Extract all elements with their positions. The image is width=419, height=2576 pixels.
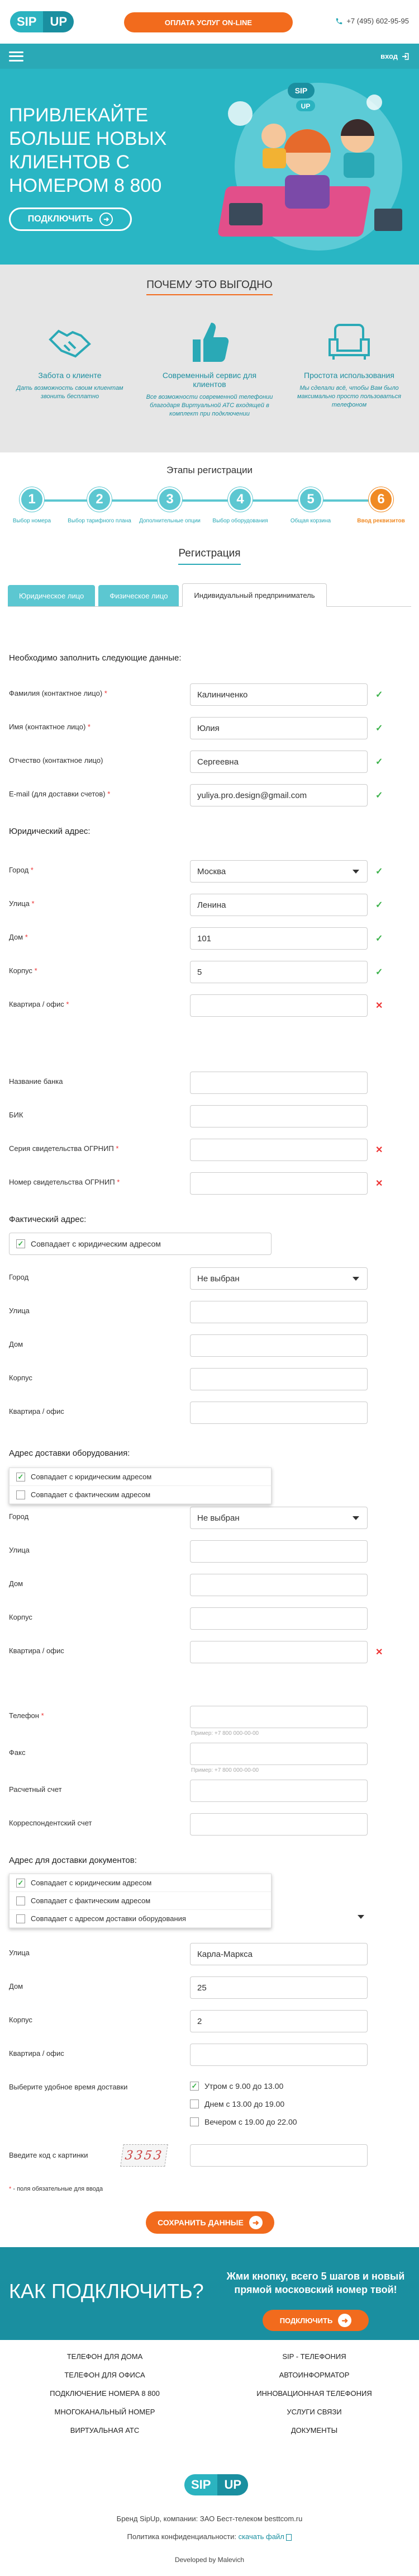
login-label: вход	[380, 52, 398, 60]
actual-building-input[interactable]	[190, 1368, 368, 1390]
docs-option-delivery[interactable]: Совпадает с адресом доставки оборудования	[9, 1910, 271, 1928]
login-button[interactable]	[380, 52, 410, 61]
check-icon: ✓	[375, 968, 383, 977]
checkbox-icon	[16, 1490, 25, 1499]
arrow-right-icon: ➜	[338, 2314, 351, 2327]
benefit-service-text: Все возможности современной телефонии благодаря Виртуальной АТС входящей в комплект при подключении	[146, 394, 273, 417]
cta-heading: КАК ПОДКЛЮЧИТЬ?	[9, 2280, 204, 2303]
steps-title: Этапы регистрации	[166, 465, 253, 475]
city-label: Город *	[9, 866, 34, 874]
docs-street-input[interactable]: Карла-Маркса	[190, 1943, 368, 1965]
benefit-service	[145, 318, 274, 418]
check-icon: ✓	[375, 757, 383, 767]
delivery-street-input[interactable]	[190, 1540, 368, 1563]
check-icon: ✓	[375, 900, 383, 910]
step-5[interactable]: 5 Общая корзина	[277, 487, 344, 525]
ogrnip-series-input[interactable]	[190, 1139, 368, 1161]
logo-up-part: UP	[43, 11, 74, 32]
hero-connect-label: ПОДКЛЮЧИТЬ	[27, 214, 93, 224]
check-icon: ✓	[375, 791, 383, 800]
nav-bar	[0, 44, 419, 69]
docs-building-input[interactable]: 2	[190, 2010, 368, 2032]
checkbox-icon	[190, 2117, 199, 2126]
step-3[interactable]: 3 Дополнительные опции	[136, 487, 203, 525]
actual-house-label: Дом	[9, 1340, 23, 1348]
footer-link-multichannel[interactable]: МНОГОКАНАЛЬНЫЙ НОМЕР	[54, 2408, 155, 2416]
art-logo-sip: SIP	[294, 86, 308, 95]
hero-banner	[0, 69, 419, 265]
docs-house-label: Дом	[9, 1982, 23, 1990]
online-payment-button[interactable]: ОПЛАТА УСЛУГ ON-LINE	[124, 12, 293, 32]
street-input[interactable]: Ленина	[190, 894, 368, 916]
tab-legal-entity[interactable]: Юридическое лицо	[8, 585, 95, 606]
time-option-evening[interactable]: Вечером с 19.00 до 22.00	[190, 2117, 297, 2126]
arrow-right-icon: ➜	[249, 2216, 263, 2229]
delivery-street-label: Улица	[9, 1546, 30, 1554]
account-label: Расчетный счет	[9, 1785, 62, 1794]
checkbox-icon	[16, 1896, 25, 1905]
ogrnip-number-input[interactable]	[190, 1172, 368, 1195]
menu-icon[interactable]	[9, 51, 23, 62]
phone-input[interactable]	[190, 1706, 368, 1728]
entity-tabs	[8, 583, 411, 607]
step-1[interactable]: 1 Выбор номера	[0, 487, 65, 525]
checkbox-checked-icon: ✓	[16, 1473, 25, 1482]
actual-street-input[interactable]	[190, 1301, 368, 1323]
delivery-flat-input[interactable]	[190, 1641, 368, 1663]
error-cross-icon: ✕	[375, 1145, 383, 1155]
check-icon: ✓	[375, 690, 383, 700]
house-input[interactable]: 101	[190, 927, 368, 950]
footer-link-documents[interactable]: ДОКУМЕНТЫ	[291, 2426, 338, 2435]
delivery-building-label: Корпус	[9, 1613, 32, 1621]
actual-address-heading: Фактический адрес:	[9, 1215, 87, 1224]
arrow-right-icon: ➜	[99, 213, 113, 226]
docs-address-dropdown[interactable]	[9, 1874, 272, 1928]
building-input[interactable]: 5	[190, 961, 368, 983]
actual-city-label: Город	[9, 1273, 29, 1281]
header-phone[interactable]	[335, 17, 409, 25]
docs-building-label: Корпус	[9, 2016, 32, 2024]
firstname-input[interactable]: Юлия	[190, 717, 368, 739]
error-cross-icon: ✕	[375, 1001, 383, 1011]
bank-label: Название банка	[9, 1077, 63, 1086]
bank-input[interactable]	[190, 1072, 368, 1094]
benefit-care-title: Забота о клиенте	[38, 371, 102, 380]
email-input[interactable]: yuliya.pro.design@gmail.com	[190, 784, 368, 806]
delivery-house-label: Дом	[9, 1579, 23, 1588]
registration-title: Регистрация	[178, 548, 240, 565]
legal-address-heading: Юридический адрес:	[9, 827, 91, 836]
account-input[interactable]	[190, 1780, 368, 1802]
fax-label: Факс	[9, 1748, 26, 1757]
delivery-city-label: Город	[9, 1512, 29, 1521]
docs-flat-input[interactable]	[190, 2044, 368, 2066]
handshake-icon	[47, 323, 92, 362]
docs-flat-label: Квартира / офис	[9, 2049, 64, 2058]
footer-link-innovation[interactable]: ИННОВАЦИОННАЯ ТЕЛЕФОНИЯ	[256, 2389, 372, 2398]
lastname-input[interactable]: Калиниченко	[190, 683, 368, 706]
footer-link-virtual-pbx[interactable]: ВИРТУАЛЬНАЯ АТС	[70, 2426, 140, 2435]
benefit-simplicity	[285, 318, 413, 418]
footer-privacy: Политика конфиденциальности: скачать файл	[0, 2532, 419, 2541]
hero-title: ПРИВЛЕКАЙТЕ БОЛЬШЕ НОВЫХ КЛИЕНТОВ С НОМЕРОМ 8 800	[9, 105, 167, 196]
corr-account-label: Корреспондентский счет	[9, 1819, 92, 1827]
actual-same-as-legal-checkbox[interactable]: ✓ Совпадает с юридическим адресом	[9, 1233, 272, 1255]
site-logo[interactable]	[10, 11, 74, 32]
step-4[interactable]: 4 Выбор оборудования	[207, 487, 274, 525]
delivery-address-heading: Адрес доставки оборудования:	[9, 1449, 130, 1458]
hero-connect-button[interactable]	[9, 207, 132, 231]
tab-entrepreneur[interactable]: Индивидуальный предприниматель	[182, 583, 326, 607]
lastname-label: Фамилия (контактное лицо) *	[9, 689, 107, 697]
delivery-building-input[interactable]	[190, 1607, 368, 1630]
armchair-icon	[327, 323, 372, 362]
footer-link-8800[interactable]: ПОДКЛЮЧЕНИЕ НОМЕРА 8 800	[50, 2389, 160, 2398]
delivery-flat-label: Квартира / офис	[9, 1646, 64, 1655]
connect-cta-banner	[0, 2247, 419, 2340]
checkbox-icon	[190, 2100, 199, 2108]
chevron-down-icon[interactable]	[358, 1915, 364, 1919]
footer-logo[interactable]: SIP UP	[184, 2474, 248, 2495]
actual-city-select[interactable]: Не выбран	[190, 1267, 368, 1290]
developer-credit[interactable]: Developed by Malevich	[174, 2556, 245, 2564]
corr-account-input[interactable]	[190, 1813, 368, 1836]
top-header	[0, 0, 419, 44]
fax-input[interactable]	[190, 1743, 368, 1765]
registration-form	[0, 633, 419, 2247]
benefit-care-text: Дать возможность своим клиентам звонить бесплатно	[16, 385, 123, 400]
save-data-button[interactable]: СОХРАНИТЬ ДАННЫЕ ➜	[146, 2211, 274, 2234]
checkbox-checked-icon: ✓	[16, 1879, 25, 1888]
actual-flat-input[interactable]	[190, 1402, 368, 1424]
checkbox-checked-icon: ✓	[16, 1239, 25, 1248]
phone-icon	[335, 17, 343, 25]
fax-hint: Пример: +7 800 000-00-00	[191, 1767, 259, 1773]
bik-label: БИК	[9, 1111, 23, 1119]
footer-link-services[interactable]: УСЛУГИ СВЯЗИ	[287, 2408, 342, 2416]
footer-link-autoinformer[interactable]: АВТОИНФОРМАТОР	[279, 2371, 350, 2379]
checkbox-icon	[16, 1914, 25, 1923]
time-option-day[interactable]: Днем с 13.00 до 19.00	[190, 2100, 284, 2108]
footer-link-home-phone[interactable]: ТЕЛЕФОН ДЛЯ ДОМА	[66, 2352, 143, 2361]
benefit-care	[6, 318, 134, 418]
bik-input[interactable]	[190, 1105, 368, 1127]
benefit-simplicity-title: Простота использования	[304, 371, 394, 380]
flat-label: Квартира / офис *	[9, 1000, 69, 1008]
delivery-option-legal[interactable]: ✓ Совпадает с юридическим адресом	[9, 1468, 271, 1486]
actual-house-input[interactable]	[190, 1334, 368, 1357]
phone-hint: Пример: +7 800 000-00-00	[191, 1730, 259, 1737]
check-icon: ✓	[375, 934, 383, 943]
login-icon	[401, 52, 410, 61]
check-icon: ✓	[375, 724, 383, 733]
delivery-address-dropdown[interactable]	[9, 1468, 272, 1504]
actual-flat-label: Квартира / офис	[9, 1407, 64, 1416]
docs-address-heading: Адрес для доставки документов:	[9, 1856, 137, 1865]
middlename-label: Отчество (контактное лицо)	[9, 756, 103, 765]
error-cross-icon: ✕	[375, 1179, 383, 1188]
footer-brand-line: Бренд SipUp, компании: ЗАО Бест-телеком besttcom.ru	[116, 2514, 303, 2523]
document-icon	[286, 2534, 292, 2541]
delivery-city-select[interactable]: Не выбран	[190, 1507, 368, 1529]
delivery-house-input[interactable]	[190, 1574, 368, 1596]
house-label: Дом *	[9, 933, 28, 941]
building-label: Корпус *	[9, 966, 37, 975]
operators-illustration-icon	[207, 74, 413, 259]
docs-option-legal[interactable]: ✓ Совпадает с юридическим адресом	[9, 1874, 271, 1892]
docs-street-label: Улица	[9, 1948, 30, 1957]
required-note: * - поля обязательные для ввода	[9, 2186, 103, 2192]
delivery-option-actual[interactable]: Совпадает с фактическим адресом	[9, 1486, 271, 1504]
actual-street-label: Улица	[9, 1306, 30, 1315]
captcha-label: Введите код с картинки	[9, 2151, 88, 2159]
docs-option-actual[interactable]: Совпадает с фактическим адресом	[9, 1892, 271, 1910]
email-label: E-mail (для доставки счетов) *	[9, 790, 111, 798]
benefits-title: ПОЧЕМУ ЭТО ВЫГОДНО	[146, 279, 272, 295]
docs-house-input[interactable]: 25	[190, 1976, 368, 1999]
registration-steps	[0, 487, 419, 543]
logo-sip-part: SIP	[10, 11, 43, 32]
phone-number: +7 (495) 602-95-95	[346, 17, 409, 25]
thumbs-up-icon	[190, 320, 229, 365]
benefit-simplicity-text: Мы сделали всё, чтобы Вам было максимально просто пользоваться телефоном	[297, 385, 402, 408]
cta-connect-button[interactable]: ПОДКЛЮЧИТЬ ➜	[263, 2310, 369, 2331]
flat-input[interactable]	[190, 994, 368, 1017]
footer-link-sip[interactable]: SIP - ТЕЛЕФОНИЯ	[282, 2352, 346, 2361]
delivery-time-label: Выберите удобное время доставки	[9, 2083, 128, 2091]
privacy-download-link[interactable]: скачать файл	[238, 2532, 284, 2541]
time-option-morning[interactable]: ✓ Утром с 9.00 до 13.00	[190, 2082, 283, 2091]
ogrnip-number-label: Номер свидетельства ОГРНИП *	[9, 1178, 120, 1186]
step-2[interactable]: 2 Выбор тарифного плана	[66, 487, 133, 525]
cta-text: Жми кнопку, всего 5 шагов и новый прямой московский номер твой!	[226, 2271, 405, 2295]
site-footer	[0, 2340, 419, 2576]
city-select[interactable]: Москва	[190, 860, 368, 883]
error-cross-icon: ✕	[375, 1648, 383, 1657]
footer-link-office-phone[interactable]: ТЕЛЕФОН ДЛЯ ОФИСА	[64, 2371, 145, 2379]
benefits-section	[0, 265, 419, 452]
fill-heading: Необходимо заполнить следующие данные:	[9, 653, 182, 663]
phone-label: Телефон *	[9, 1711, 44, 1720]
captcha-image: 3353	[120, 2144, 168, 2167]
benefit-service-title: Современный сервис для клиентов	[162, 371, 257, 389]
footer-links	[0, 2352, 419, 2435]
step-6[interactable]: 6 Ввод реквизитов	[347, 487, 415, 525]
checkbox-checked-icon: ✓	[190, 2082, 199, 2091]
middlename-input[interactable]: Сергеевна	[190, 751, 368, 773]
art-logo-up: UP	[301, 102, 311, 110]
captcha-input[interactable]	[190, 2144, 368, 2167]
actual-building-label: Корпус	[9, 1374, 32, 1382]
firstname-label: Имя (контактное лицо) *	[9, 723, 91, 731]
check-icon: ✓	[375, 867, 383, 876]
ogrnip-series-label: Серия свидетельства ОГРНИП *	[9, 1144, 119, 1153]
street-label: Улица *	[9, 899, 35, 908]
tab-individual[interactable]: Физическое лицо	[98, 585, 179, 606]
